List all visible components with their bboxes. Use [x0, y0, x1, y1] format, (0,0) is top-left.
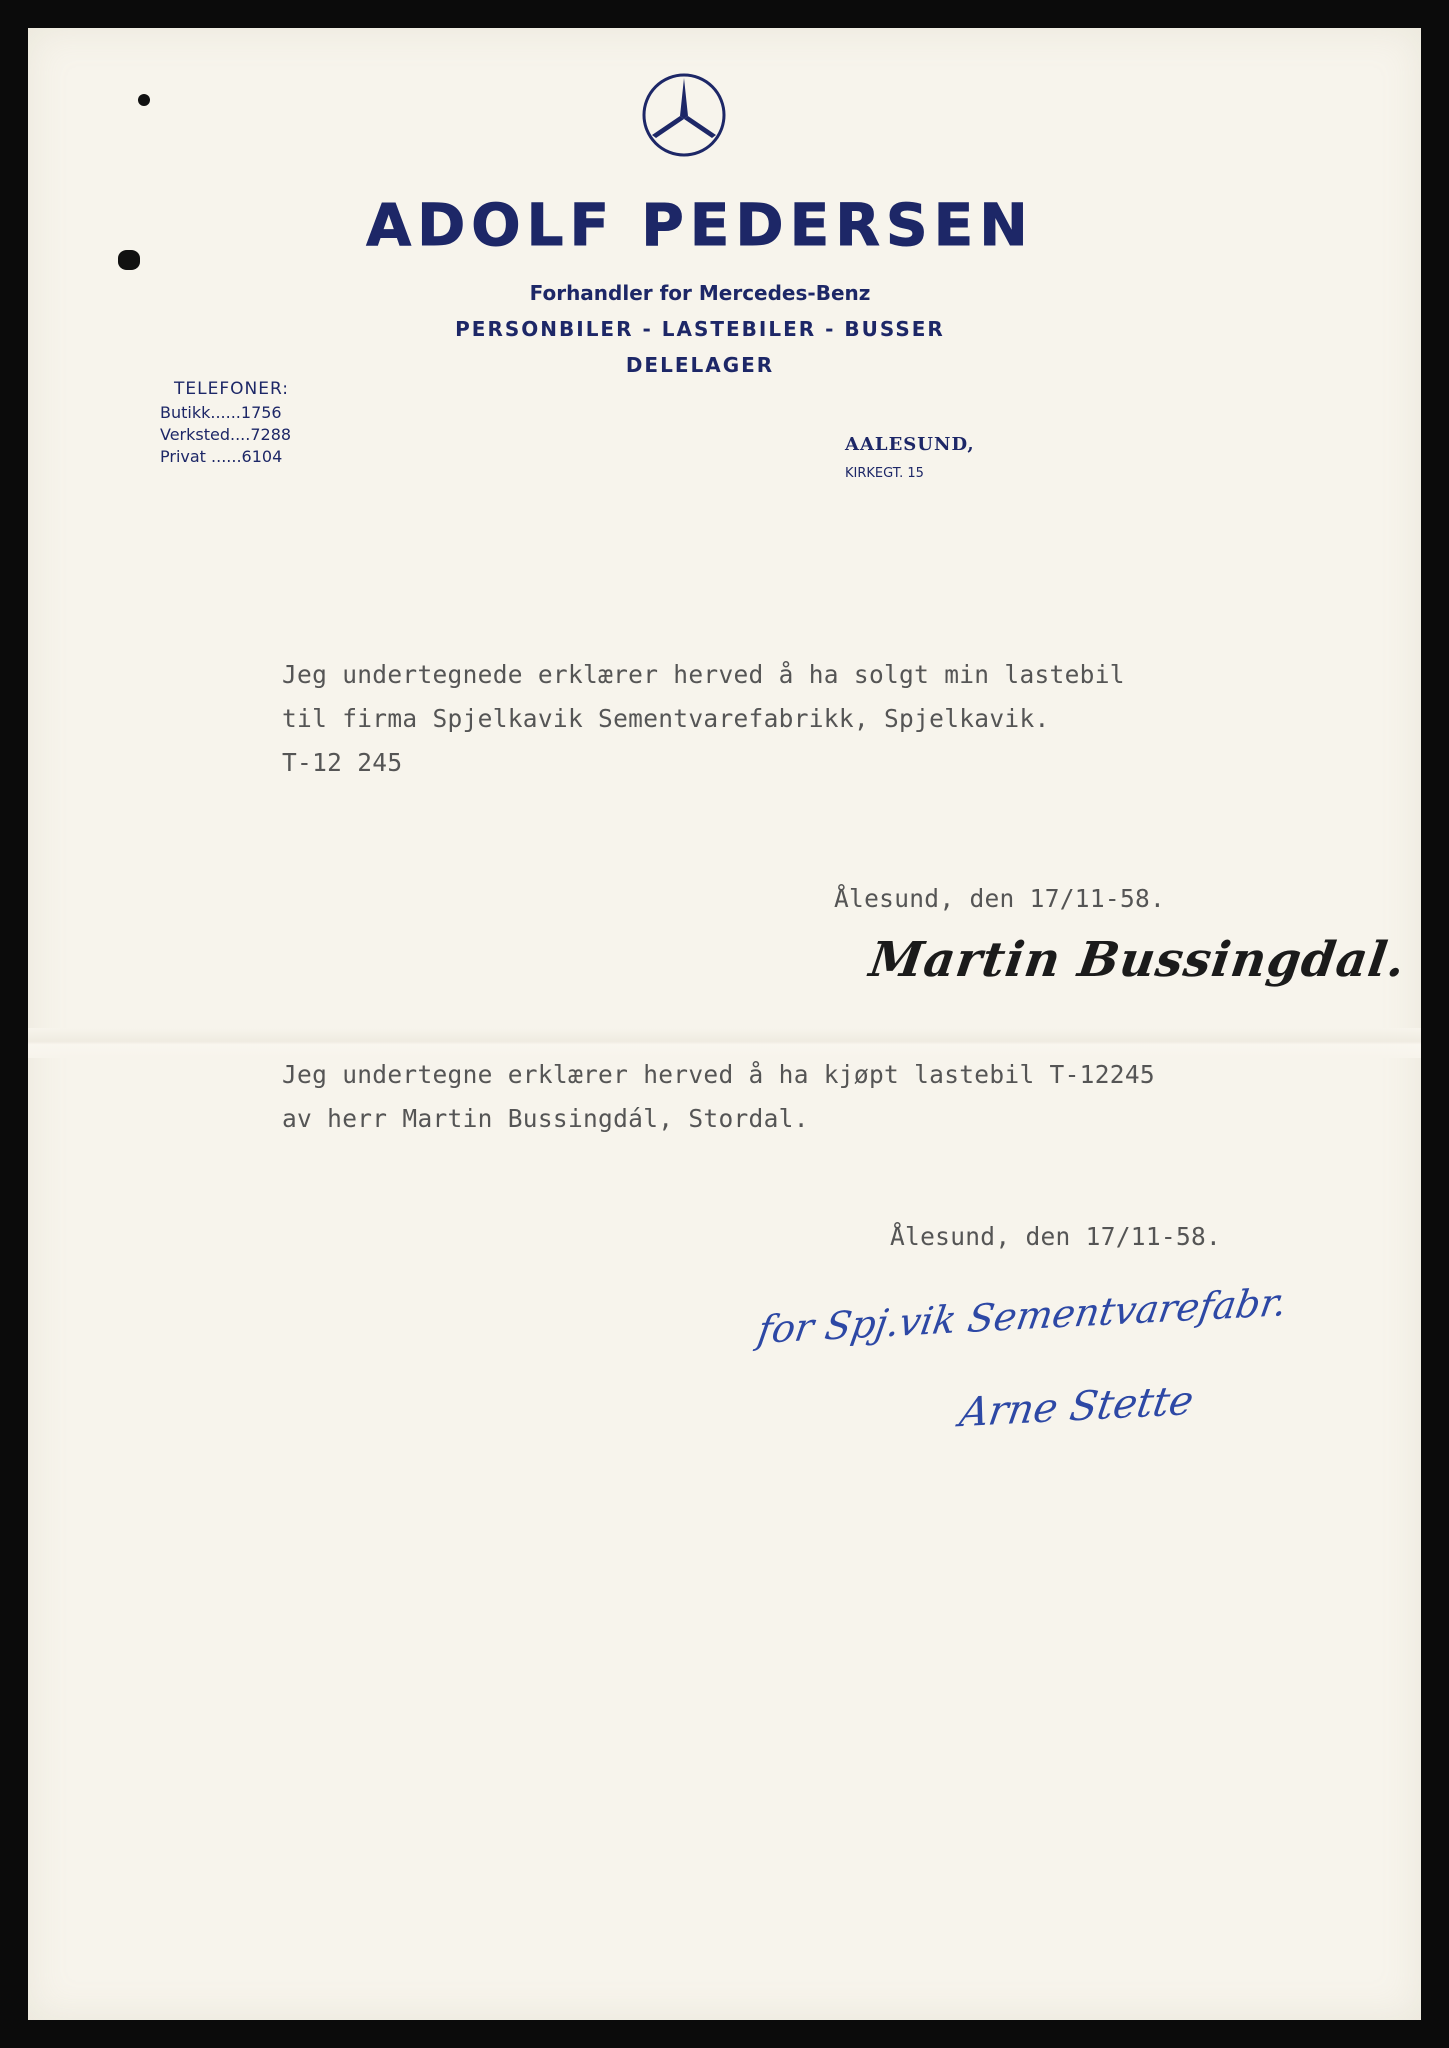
- paper-hole: [138, 94, 150, 106]
- phone-heading: TELEFONER:: [174, 379, 289, 399]
- paper-hole: [118, 250, 140, 270]
- city-name: AALESUND,: [845, 434, 975, 455]
- declaration-line: T-12 245: [282, 748, 403, 777]
- buyer-signature-name: Arne Stette: [956, 1377, 1197, 1437]
- paper-fold: [28, 1028, 1421, 1058]
- date-line: Ålesund, den 17/11-58.: [834, 884, 1166, 913]
- company-name: ADOLF PEDERSEN: [366, 191, 1034, 259]
- declaration-line: til firma Spjelkavik Sementvarefabrikk, Spjelkavik.: [282, 704, 1050, 733]
- product-lines: PERSONBILER - LASTEBILER - BUSSER: [455, 317, 945, 341]
- buyer-signature-company: for Spj.vik Sementvarefabr.: [754, 1279, 1290, 1353]
- declaration-line: av herr Martin Bussingdál, Stordal.: [282, 1104, 809, 1133]
- phone-list: [160, 378, 291, 468]
- phone-entry: Privat ......6104: [160, 447, 283, 466]
- seller-signature: Martin Bussingdal.: [866, 932, 1410, 988]
- declaration-line: Jeg undertegnede erklærer herved å ha solgt min lastebil: [282, 660, 1125, 689]
- date-line: Ålesund, den 17/11-58.: [890, 1222, 1222, 1251]
- phone-entry: Butikk......1756: [160, 403, 282, 422]
- phone-entry: Verksted....7288: [160, 425, 292, 444]
- mercedes-star-icon: [641, 72, 727, 158]
- dealer-tagline: Forhandler for Mercedes-Benz: [529, 281, 871, 305]
- street-address: KIRKEGT. 15: [845, 466, 924, 481]
- declaration-line: Jeg undertegne erklærer herved å ha kjøpt lastebil T-12245: [282, 1060, 1155, 1089]
- parts-department: DELELAGER: [625, 353, 775, 377]
